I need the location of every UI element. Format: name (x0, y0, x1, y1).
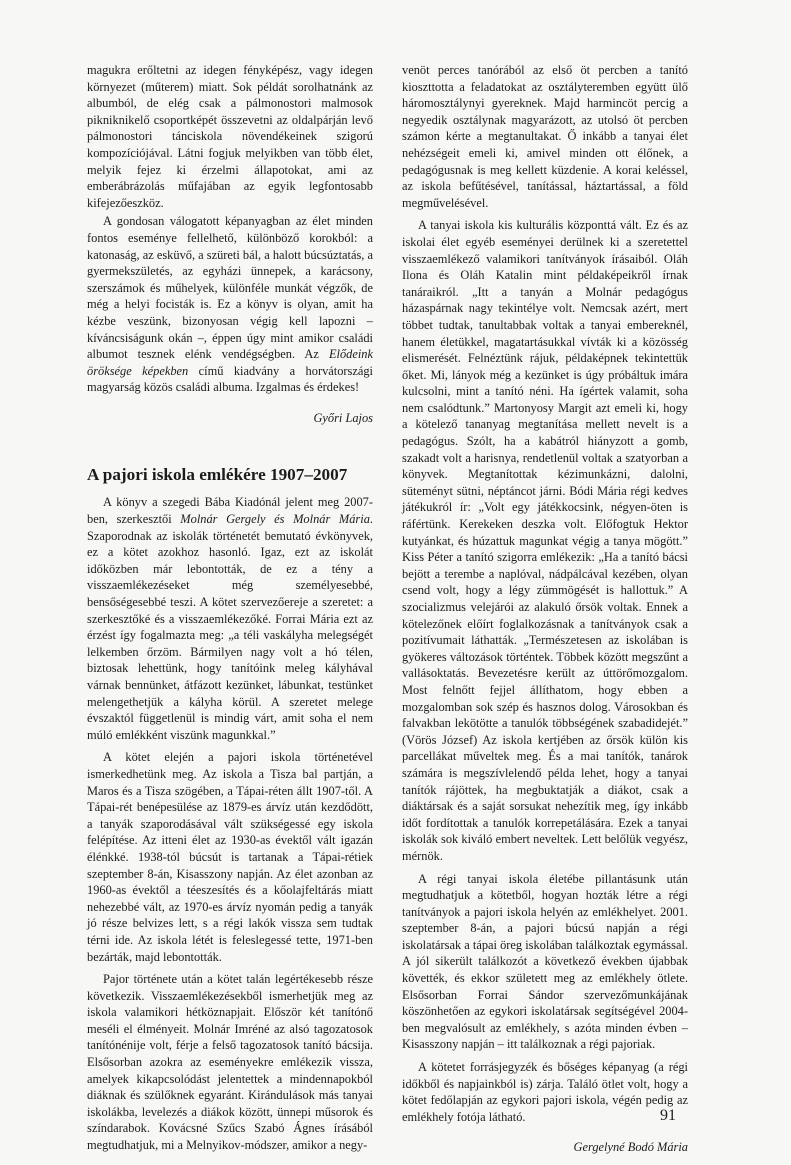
p3-text-a: A könyv a szegedi Bába Kiadónál jelent meg 2007-ben, szerkesztői (87, 495, 373, 527)
review-paragraph (87, 213, 373, 396)
paragraph-students: A tanyai iskola kis kulturális központtá vált. Ez és az iskolai élet egyéb eseményei derülnek ki a szeretettel visszaemlékező valamikori tanítványok írásaiból. Oláh Ilona és Oláh Katalin mint példaképeikről írnak tanáraikról. „Itt a tanyán a Molnár pedagógus házaspárnak nagy tekintélye volt. Nemcsak azért, mert többet tudtak, tanultabbak voltak a tanyai embereknél, hanem életükkel, magatartásukkal vívták ki a közösség elismerését. Felnéztünk rájuk, példaképnek tekintettük őket. Mi, lányok még a kezünket is úgy próbáltuk imára kulcsolni, mint a tanító néni. Ha ígértek valamit, soha nem csalódtunk.” Martonyosy Margit azt emeli ki, hogy a kötelező tananyag megtanítása mellett nevelt is a pedagógus. Szólt, ha a kabátról hiányzott a gomb, szakadt volt a harisnya, rendetlenül voltak a szatyorban a könyvek. Megtanítottak kézimunkázni, dalolni, süteményt sütni, néptáncot járni. Bódi Mária régi kedves játékukról ír: „Volt egy játékkocsink, négyen-öten is ráfértünk. Kerekeken deszka volt. Előfogtuk Hektor kutyánkat, és húzattuk magunkat végig a tanya mögött.” Kiss Péter a tanító szigorra emlékezik: „Ha a tanító bácsi bejött a terembe a naplóval, nádpálcával kezében, olyan csend volt, hogy a légy zümmögését is hallottuk.” A szocializmus velejárói az alakuló őrsök voltak. Ennek a kötelezőnek előírt foglalkozásnak a tanítványok csak a pozitívumait láthatták. „Természetesen az iskolában is gyökeres változások történtek. Többek között megszűnt a vallásoktatás. Bevezetésre került az úttörőmozgalom. Most felnőtt fejjel állíthatom, hogy ebben a mozgalomban sok szép és hasznos dolog. Városokban és falvakban lekötötte a tanulók többségének szabadidejét.” (Vörös József) Az iskola kertjében az őrsök külön kis parcellákat műveltek meg. És a mai tanítók, tanárok számára is megszívlelendő példa lehet, hogy a tanyai tanítók rájöttek, ha megbuktatják a diákot, csak a diáktársak és a saját sorsukat nehezítik meg, így inkább időt fordítottak a tanulók korrepetálására. Ezek a tanyai iskolák sok kiváló embert neveltek. Lett belőlük vegyész, mérnök. (402, 218, 688, 863)
intro-paragraph: magukra erőltetni az idegen fényképész, vagy idegen környezet (műterem) miatt. Sok példát sorolhatnánk az albumból, de elég csak a pálmonostori malmosok pikniknikelő csoportképét összevetni az oldalpárján levő pálmonostori tánciskola növendékeinek szigorú kompozíciójával. Látni fogjuk melyikben van több élet, melyik fejez ki érzelmi állapotokat, ami az emberábrázolás műfajában az egyik legfontosabb kifejezőeszköz. (87, 63, 373, 210)
page-number: 91 (660, 1107, 676, 1124)
review-text-b: című kiadvány a horvátországi magyarság közös családi albuma. Izgalmas és érdekes! (87, 363, 373, 395)
editors-names: Molnár Gergely és Molnár Mária (180, 512, 370, 527)
paragraph-memorial: A régi tanyai iskola életébe pillantásunk után megtudhatjuk a kötetből, hogyan hozták létre a régi tanítványok a pajori iskola helyén az emlékhelyet. 2001. szeptember 8-án, a pajori búcsú napján a régi iskolatársak a tápai öreg iskolában találkoztak egymással. A jól sikerült találkozót a következő években újabbak követték, és ekkor született meg az emlékhely ötlete. Elsősorban Forrai Sándor szervezőmunkájának köszönhetően az egykori iskolatársak segítségével 2004-ben megvalósult az emlékhely, s azóta minden évben – Kisasszony napján – itt találkoznak a régi pajoriak. (402, 871, 688, 1052)
paragraph-intro-book (87, 494, 373, 743)
paragraph-history: A kötet elején a pajori iskola történetével ismerkedhetünk meg. Az iskola a Tisza bal partján, a Maros és a Tisza szögében, a Tápai-réten állt 1907-től. A Tápai-rét benépesülése az 1879-es árvíz után kezdődött, a tanyák szaporodásával vált szükségessé egy iskola felépítése. Az itteni élet az 1930-as évektől vált igazán élénkké. 1938-tól búcsút is tartanak a Tápai-rétiek szeptember 8-án, Kisasszony napján. Az élet azonban az 1960-as évektől a téeszesítés és a kőolajfeltárás miatt nehezebbé vált, az 1970-es árvíz nyomán pedig a tanyák jó része belvizes lett, s a régi lakók vissza sem tudtak térni ide. Az iskola létét is feleslegessé tette, 1971-ben bezárták, majd lebontották. (87, 750, 373, 964)
article-heading: A pajori iskola emlékére 1907–2007 (87, 465, 348, 485)
signature-gergelyne: Gergelyné Bodó Mária (573, 1140, 688, 1155)
book-title: Elődeink öröksége képekben (87, 347, 373, 378)
paragraph-closing: A kötetet forrásjegyzék és bőséges képanyag (a régi időkből és napjainkból is) zárja. Találó ötlet volt, hogy a kötet fedőlapján az egykori pajori iskola, végén pedig az emlékhely fotója látható. (402, 1060, 688, 1124)
paragraph-continuation: venöt perces tanórából az első öt percben a tanító kioszttotta a feladatokat az osztályteremben együtt ülő háromosztálynyi gyereknek. Majd harmincöt percig a negyedik osztálynak magyarázott, az utolsó öt percben számon kérte a megtanultakat. Ő inkább a tanyai élet nehézségeit emeli ki, amivel minden ott élőnek, a pedagógusnak is meg kellett küzdenie. A korai keléssel, az iskola befűtésével, tanítással, háztartással, a föld megművelésével. (402, 63, 688, 210)
right-column (402, 62, 688, 1156)
left-column (87, 62, 373, 1154)
paragraph-memories: Pajor története után a kötet talán legértékesebb része következik. Visszaemlékezésekből ismerhetjük meg az iskola valamikori hétköznapjait. Először két tanítónő meséli el élményeit. Molnár Imréné az alsó tagozatosok tanítónénije volt, férje a felső tagozatosok tanító bácsija. Elsősorban azokra az eseményekre emlékezik vissza, amelyek kikapcsolódást jelentettek a mindennapokból diáknak és szülőknek egyaránt. Kirándulások más tanyai iskolákba, levelezés a diákok között, ünnepi műsorok és színdarabok. Kovácsné Szűcs Szabó Ágnes írásából megtudhatjuk, mi a Melnyikov-módszer, amikor a negy- (87, 972, 373, 1153)
signature-gyori: Győri Lajos (313, 410, 373, 425)
review-text-a: A gondosan válogatott képanyagban az élet minden fontos eseménye fellelhető, különböző korokból: a katonaság, az esküvő, a szüreti bál, a halott búcsúztatás, a gyermekszületés, az egyházi ünnepek, a karácsony, szerszámok és műhelyek, különféle munkát végzők, de még a helyi focisták is. Ez a könyv is olyan, amit ha kézbe veszünk, bizonyosan végig kell lapozni – kíváncsiságunk okán –, éppen úgy mint amikor családi albumot tesznek elénk vendégségben. Az (87, 214, 373, 362)
p3-text-b: . Szaporodnak az iskolák történetét bemutató évkönyvek, ez a kötet azokhoz hasonló. Igaz, ezt az iskolát időközben már lebontották, de ez a tény a visszaemlékezéseket még személyesebbé, bensőségesebbé teszi. A kötet szervezőereje a szeretet: a szerkesztőké és a visszaemlékezőké. Forrai Mária ezt az érzést így fogalmazta meg: „a téli vaskályha melegségét lelkemben őrzöm. Bármilyen nagy volt a hó télen, biztosak lehettünk, hogy tanítóink meleg kályhával várnak bennünket, átfázott kezünket, lábunkat, testünket melengethetjük a kályha körül. A szeretet melege évszaktól függetlenül is mindig várt, amit soha el nem múló emlékként viszünk magunkkal.” (87, 512, 373, 742)
